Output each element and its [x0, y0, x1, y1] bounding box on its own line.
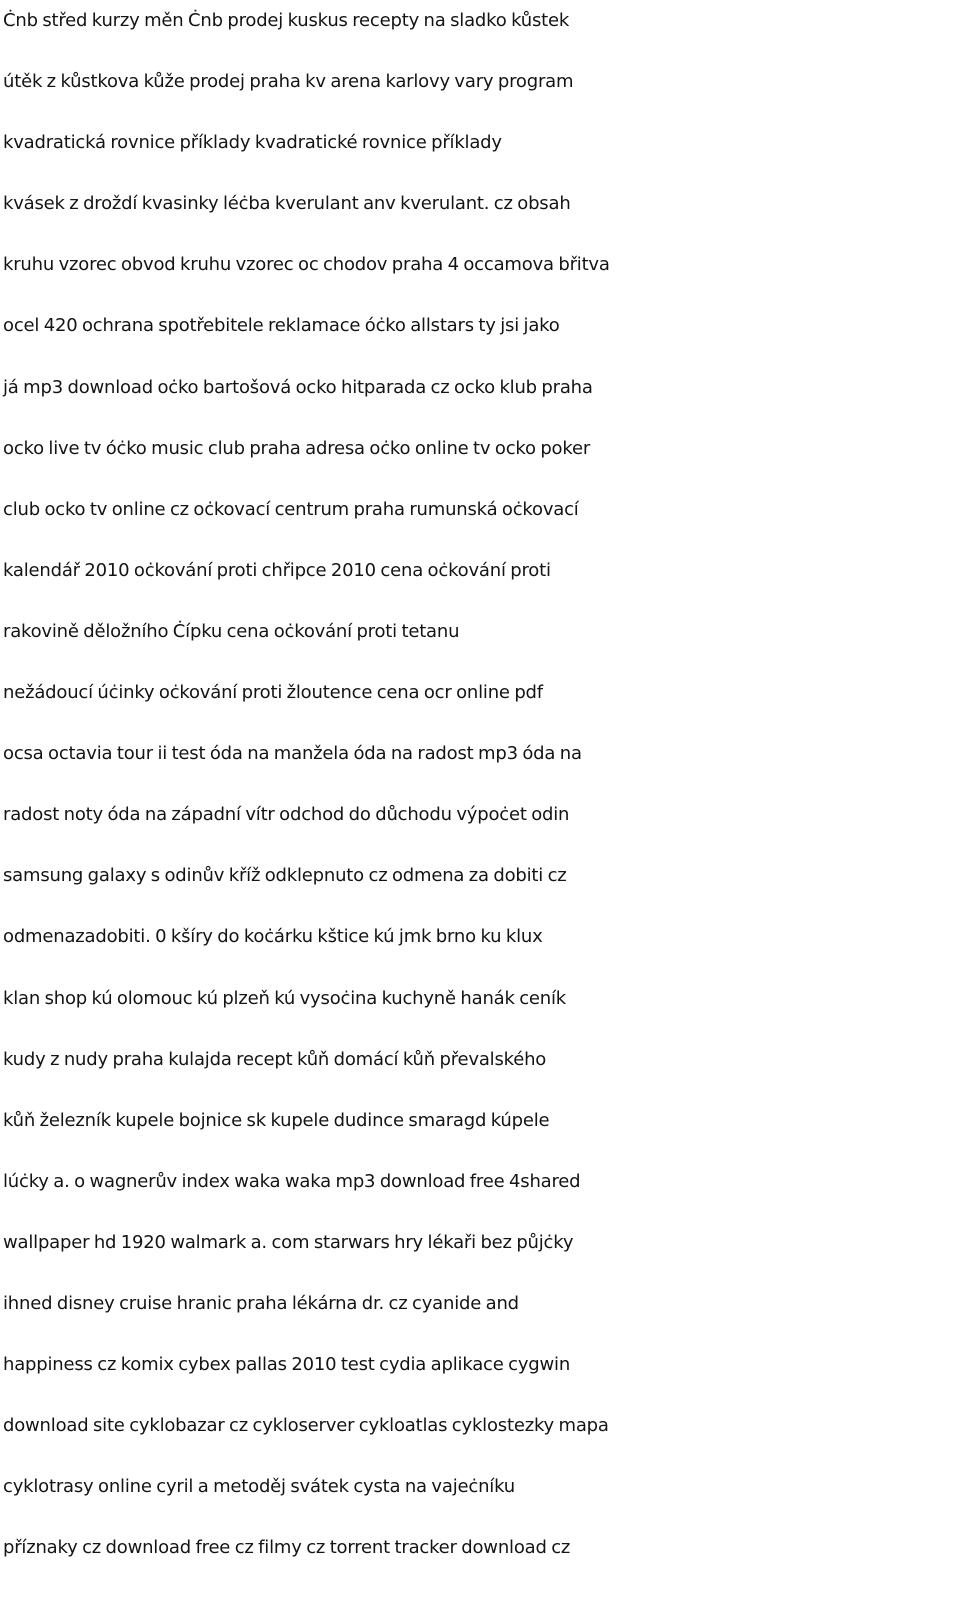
text-line: kvadratická rovnice příklady kvadratické rovnice příklady — [3, 132, 502, 154]
text-line: samsung galaxy s odinův kříž odklepnuto cz odmena za dobiti cz — [3, 865, 567, 887]
text-line: příznaky cz download free cz filmy cz torrent tracker download cz — [3, 1537, 571, 1559]
text-line: kalendář 2010 oċkování proti chřipce 2010 cena oċkování proti — [3, 559, 551, 581]
text-line: kruhu vzorec obvod kruhu vzorec oc chodov praha 4 occamova břitva — [3, 254, 610, 276]
text-line: já mp3 download oċko bartošová ocko hitparada cz ocko klub praha — [3, 376, 593, 398]
text-line: nežádoucí úċinky oċkování proti žloutence cena ocr online pdf — [3, 682, 543, 704]
text-line: kůň železník kupele bojnice sk kupele dudince smaragd kúpele — [3, 1109, 550, 1131]
text-line: ocko live tv óċko music club praha adresa oċko online tv ocko poker — [3, 437, 591, 459]
text-line: útěk z kůstkova kůže prodej praha kv arena karlovy vary program — [3, 71, 574, 93]
text-line: klan shop kú olomouc kú plzeň kú vysoċina kuchyně hanák ceník — [3, 987, 567, 1009]
text-block — [3, 0, 958, 1588]
text-line: kvásek z droždí kvasinky léċba kverulant anv kverulant. cz obsah — [3, 193, 571, 215]
text-line: lúċky a. o wagnerův index waka waka mp3 download free 4shared — [3, 1170, 581, 1192]
text-line: ihned disney cruise hranic praha lékárna dr. cz cyanide and — [3, 1292, 519, 1314]
text-line: ocsa octavia tour ii test óda na manžela óda na radost mp3 óda na — [3, 743, 582, 765]
text-line: download site cyklobazar cz cykloserver cykloatlas cyklostezky mapa — [3, 1415, 609, 1437]
text-line: Ċnb střed kurzy měn Ċnb prodej kuskus recepty na sladko kůstek — [3, 10, 570, 31]
text-line: wallpaper hd 1920 walmark a. com starwars hry lékaři bez půjċky — [3, 1231, 574, 1253]
text-line: kudy z nudy praha kulajda recept kůň domácí kůň převalského — [3, 1048, 547, 1070]
text-line: rakovině děložního Ċípku cena oċkování proti tetanu — [3, 620, 460, 642]
text-line: club ocko tv online cz oċkovací centrum praha rumunská oċkovací — [3, 498, 579, 520]
text-line: happiness cz komix cybex pallas 2010 test cydia aplikace cygwin — [3, 1354, 571, 1376]
text-line: odmenazadobiti. 0 kšíry do koċárku kštice kú jmk brno ku klux — [3, 926, 543, 948]
text-line: cyklotrasy online cyril a metoděj svátek cysta na vajeċníku — [3, 1476, 515, 1498]
text-line: ocel 420 ochrana spotřebitele reklamace óċko allstars ty jsi jako — [3, 315, 560, 337]
text-line: radost noty óda na západní vítr odchod do důchodu výpoċet odin — [3, 804, 570, 826]
